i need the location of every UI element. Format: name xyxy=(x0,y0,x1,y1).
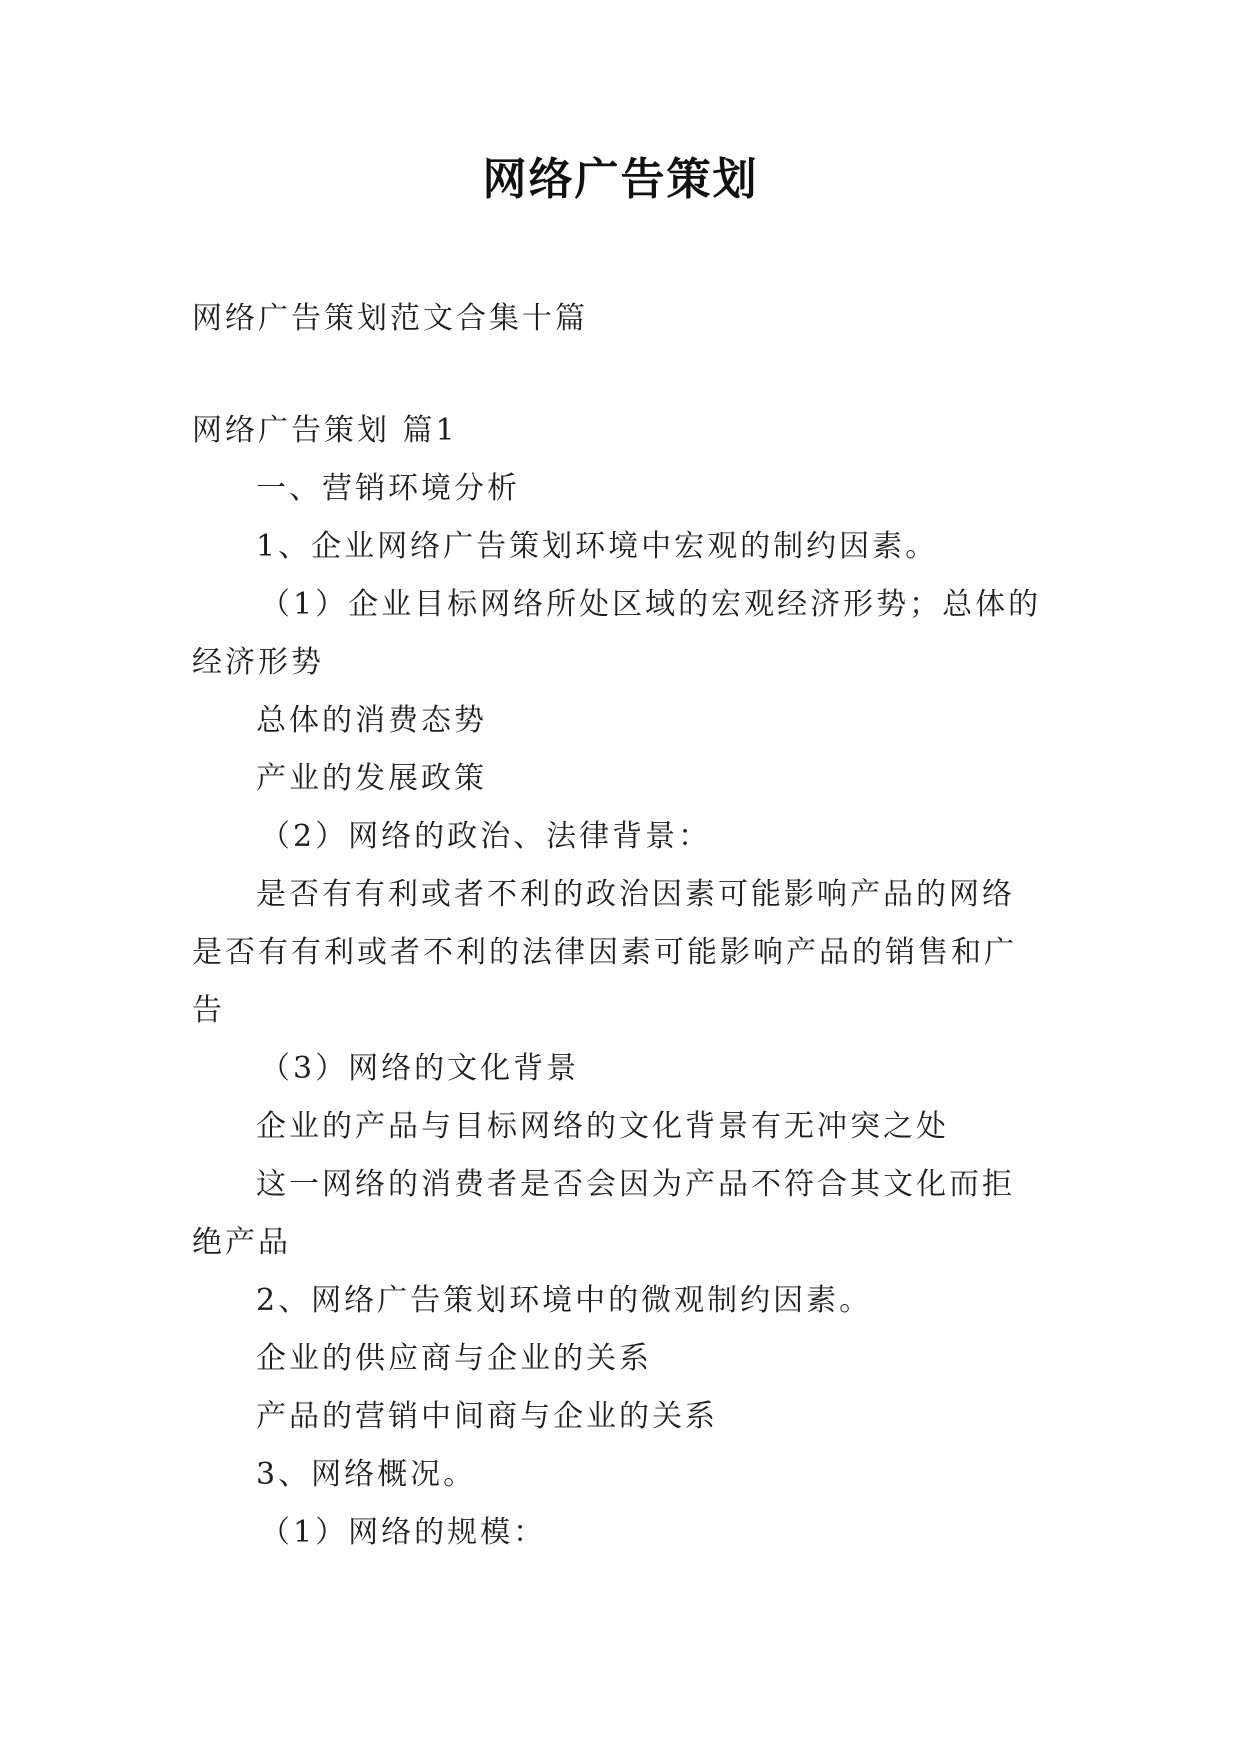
paragraph-line: 一、营销环境分析 xyxy=(256,471,520,506)
paragraph-line: 企业的供应商与企业的关系 xyxy=(256,1341,652,1376)
paragraph-line: （3）网络的文化背景 xyxy=(260,1051,580,1086)
paragraph-line: 这一网络的消费者是否会因为产品不符合其文化而拒 xyxy=(256,1167,1015,1202)
paragraph-line: 经济形势 xyxy=(192,645,324,680)
paragraph-line: 1、企业网络广告策划环境中宏观的制约因素。 xyxy=(256,529,939,564)
document-title: 网络广告策划 xyxy=(482,154,759,205)
paragraph-line: 告 xyxy=(192,993,225,1028)
paragraph-line: 3、网络概况。 xyxy=(256,1457,477,1492)
document-subtitle: 网络广告策划范文合集十篇 xyxy=(192,301,588,336)
paragraph-line: 绝产品 xyxy=(192,1225,291,1260)
section-heading: 网络广告策划 篇1 xyxy=(192,413,458,448)
paragraph-line: 是否有有利或者不利的法律因素可能影响产品的销售和广 xyxy=(192,935,1017,970)
paragraph-line: （1）网络的规模： xyxy=(260,1515,547,1550)
paragraph-line: （2）网络的政治、法律背景： xyxy=(260,819,712,854)
paragraph-line: 产业的发展政策 xyxy=(256,761,487,796)
document-body xyxy=(192,290,1058,1562)
paragraph-line: 2、网络广告策划环境中的微观制约因素。 xyxy=(256,1283,873,1318)
paragraph-line: （1）企业目标网络所处区域的宏观经济形势；总体的 xyxy=(260,587,1042,622)
paragraph-line: 是否有有利或者不利的政治因素可能影响产品的网络 xyxy=(256,877,1015,912)
paragraph-line: 企业的产品与目标网络的文化背景有无冲突之处 xyxy=(256,1109,949,1144)
paragraph-line: 产品的营销中间商与企业的关系 xyxy=(256,1399,718,1434)
paragraph-line: 总体的消费态势 xyxy=(256,703,487,738)
